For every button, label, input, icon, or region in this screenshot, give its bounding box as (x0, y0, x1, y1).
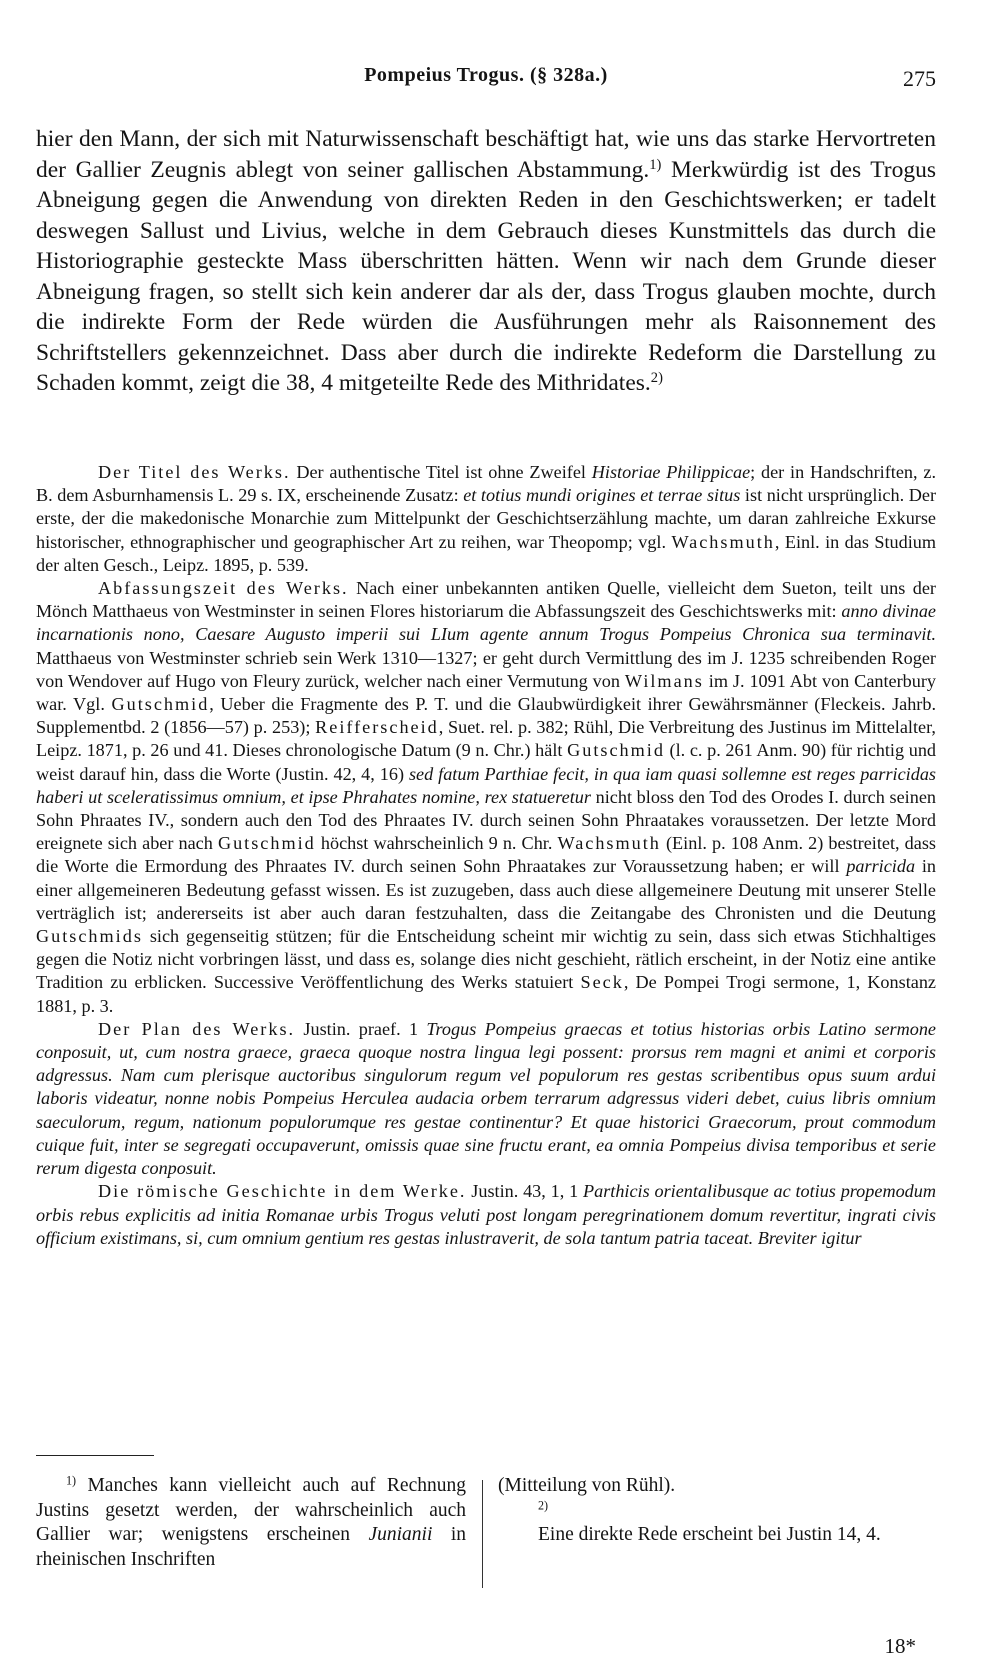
italic-run: Trogus Pompeius graecas et totius historias orbis Latino sermone conposuit, ut, cum nostra graece, graeca quoque nostra lingua legi possent: prorsus rem magni et animi et corporis adgressus. Nam cum plerisque auctoribus singulorum regum vel populorum res gestas scribentibus opus suum ardui laboris videatur, nonne nobis Pompeius Herculea audacia orbem terrarum adgressus videri debet, cuius libris omnium saeculorum, regum, nationum populorumque res gestae continentur? Et quae historici Graecorum, prout commodum cuique fuit, inter se segregati occupaverunt, omissis quae sine fructu erant, ea omnia Pompeius divisa temporibus et serie rerum digesta conposuit. (36, 1018, 936, 1179)
author-name: Wilmans (624, 670, 704, 691)
text-run: (l. c. p. 261 Anm. 90) für richtig und weist darauf hin, dass die Worte (Justin. 42, 4, 16) (36, 740, 937, 784)
text-run: , Ueber die Fragmente des P. T. und die Glaubwürdigkeit ihrer Gewährsmänner (Fleckeis. Jahrb. Supplementbd. 2 (1856—57) p. 253); (36, 694, 937, 738)
text-run: Justin. praef. 1 (295, 1018, 427, 1039)
author-name: Reifferscheid (315, 717, 439, 738)
page-header (36, 64, 936, 98)
footnote-column-divider (482, 1480, 483, 1588)
author-name: Gutschmid (111, 694, 210, 715)
italic-run: anno divinae incarnationis nono, Caesare Augusto imperii sui LIum agente annum Trogus Pompeius Chronica sua terminavit. (36, 601, 936, 645)
text-run: Justin. 43, 1, 1 (466, 1181, 583, 1202)
footnote-1-marker: 1) (66, 1473, 77, 1488)
italic-run: Parthicis orientalibusque ac totius propemodum orbis rebus explicitis ad initia Romanae urbis Trogus veluti post longam peregrinationem domum revertitur, ingrati civis officium existimans, si, cum omnium gentium res gestas inlustraverit, de sola tantum patria taceat. Breviter igitur (36, 1181, 936, 1248)
text-run: Eine direkte Rede erscheint bei Justin 14, 4. (538, 1524, 881, 1545)
text-run: nicht bloss den Tod des Orodes I. durch seinen Sohn Phraates IV., sondern auch den Tod des Phraates IV. durch seinen Sohn Phraatakes voraussetzen. Der letzte Mord ereignete sich aber nach (36, 786, 936, 854)
footnote-marker-2: 2) (650, 370, 663, 386)
italic-run: parricida (846, 856, 916, 877)
running-title: Pompeius Trogus. (§ 328a.) (364, 64, 608, 86)
section-heading: Der Titel des Werks. (98, 462, 291, 482)
footnote-1 (36, 1474, 466, 1572)
footnote-2-marker: 2) (538, 1497, 549, 1512)
text-run: , Einl. in das Studium der alten Gesch., Leipz. 1895, p. 539. (36, 531, 936, 575)
main-text-part1: hier den Mann, der sich mit Naturwissenschaft beschäftigt hat, wie uns das starke Hervortreten der Gallier Zeugnis ablegt von seiner gallischen Abstammung. (36, 126, 936, 183)
text-run: Der authentische Titel ist ohne Zweifel (290, 462, 592, 482)
footnotes (36, 1474, 936, 1594)
author-name: Gutschmids (36, 926, 143, 947)
text-run: ist nicht ursprünglich. Der erste, der die makedonische Monarchie zum Mittelpunkt der Geschichtserzählung machte, um daran zahlreiche Exkurse historischer, ethnographischer und geographischer Art zu reihen, war Theopomp; vgl. (36, 485, 937, 552)
notes-section (36, 461, 936, 1250)
italic-run: et totius mundi origines et terrae situs (463, 485, 741, 506)
footnote-2 (498, 1499, 936, 1548)
italic-run: Junianii (368, 1524, 433, 1545)
printer-signature: 18* (884, 1634, 916, 1658)
section-roemische-geschichte (36, 1180, 936, 1250)
section-plan (36, 1018, 936, 1180)
text-run: in rheinischen Inschriften (36, 1524, 466, 1570)
author-name: Seck (580, 972, 624, 993)
text-run: (Einl. p. 108 Anm. 2) bestreitet, dass die Worte die Ermordung des Phraates IV. durch seinen Sohn Phraatakes zur Voraussetzung haben; er will (36, 833, 936, 877)
author-name: Wachsmuth (671, 531, 775, 552)
footnote-1-continuation: (Mitteilung von Rühl). (498, 1475, 676, 1496)
footnote-marker-1: 1) (649, 156, 662, 173)
footnote-rule (36, 1455, 154, 1456)
text-run: , De Pompei Trogi sermone, 1, Konstanz 1881, p. 3. (36, 972, 936, 1016)
author-name: Gutschmid (567, 740, 665, 761)
text-run: Nach einer unbekannten antiken Quelle, vielleicht dem Sueton, teilt uns der Mönch Matthaeus von Westminster in seinen Flores historiarum die Abfassungszeit des Geschichtswerks mit: (36, 578, 936, 622)
main-paragraph (36, 124, 936, 399)
main-text-part2: Merkwürdig ist des Trogus Abneigung gegen die Anwendung von direkten Reden in den Geschichtswerken; er tadelt deswegen Sallust und Livius, welche in dem Gebrauch dieses Kunstmittels das durch die Historiographie gesteckte Mass überschritten hätten. Wenn wir nach dem Grunde dieser Abneigung fragen, so stellt sich kein anderer dar als der, dass Trogus glauben mochte, durch die indirekte Form der Rede würden die Ausführungen mehr als Raisonnement des Schriftstellers gekennzeichnet. Dass aber durch die indirekte Redeform die Darstellung zu Schaden kommt, zeigt die 38, 4 mitgeteilte Rede des Mithridates. (36, 156, 936, 396)
text-run: , Suet. rel. p. 382; Rühl, Die Verbreitung des Justinus im Mittelalter, Leipz. 1871, p. 26 und 41. Dieses chronologische Datum (9 n. Chr.) hält (36, 717, 936, 761)
section-heading: Abfassungszeit des Werks. (98, 578, 349, 599)
text-run: Matthaeus von Westminster schrieb sein Werk 1310—1327; er geht durch Vermittlung des im J. 1235 schreibenden Roger von Wendover auf Hugo von Fleury zurück, welcher nach einer Vermutung von (36, 647, 936, 691)
footnote-column-right (498, 1474, 936, 1548)
text-run: Manches kann vielleicht auch auf Rechnung Justins gesetzt werden, der wahrscheinlich auch Gallier war; wenigstens erscheinen (36, 1475, 466, 1545)
text-run: höchst wahrscheinlich 9 n. Chr. (315, 833, 558, 854)
section-abfassungszeit (36, 577, 936, 1018)
author-name: Wachsmuth (557, 833, 661, 854)
text-run: sich gegenseitig stützen; für die Entscheidung scheint mir wichtig zu sein, dass sich etwas Stichhaltiges gegen die Notiz nicht vorbringen lässt, und dass es, solange dies nicht geschieht, rätlich erscheint, in der Notiz eine antike Tradition zu erblicken. Successive Veröffentlichung des Werks statuiert (36, 926, 936, 993)
text-run: im J. 1091 Abt von Canterbury war. Vgl. (36, 670, 937, 715)
section-heading: Der Plan des Werks. (98, 1018, 296, 1039)
section-titel (36, 461, 936, 577)
italic-run: Historiae Philippicae (591, 462, 751, 482)
italic-run: sed fatum Parthiae fecit, in qua iam quasi sollemne est reges parricidas haberi ut sceleratissimus omnium, et ipse Phrahates nomine, rex statueretur (36, 763, 937, 807)
section-heading: Die römische Geschichte in dem Werke. (98, 1181, 467, 1202)
text-run: ; der in Handschriften, z. B. dem Asburnhamensis L. 29 s. IX, erscheinende Zusatz: (36, 462, 936, 506)
text-run: in einer allgemeineren Bedeutung gefasst wissen. Es ist zuzugeben, dass auch diese allgemeinere Deutung mit unserer Stelle verträglich ist; andererseits ist aber auch daran festzuhalten, dass die Zeitangabe des Chronisten und die Deutung (36, 856, 936, 923)
page-number: 275 (903, 66, 936, 91)
author-name: Gutschmid (217, 833, 316, 854)
